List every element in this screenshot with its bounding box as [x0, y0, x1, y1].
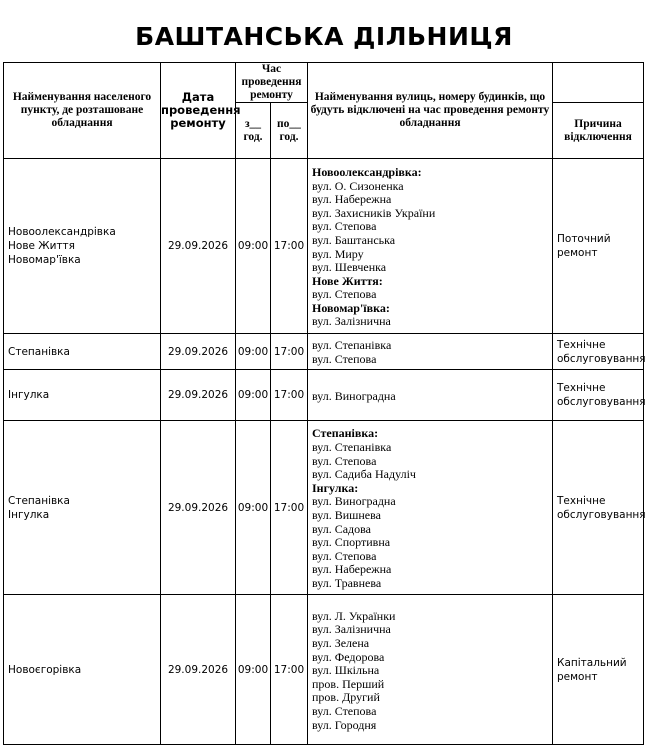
- time-from-cell: 09:00: [236, 421, 271, 595]
- street-name: вул. Городня: [312, 717, 377, 732]
- street-name: вул. Шевченка: [312, 260, 387, 275]
- street-name: вул. Залізнична: [312, 622, 391, 637]
- streets-cell: [308, 159, 553, 334]
- reason-text: обслуговування: [557, 508, 646, 521]
- street-name: вул. Садиба Надуліч: [312, 467, 416, 482]
- village-heading: Новоолександрівка:: [312, 164, 422, 179]
- street-name: вул. Федорова: [312, 649, 385, 664]
- page-title: БАШТАНСЬКА ДІЛЬНИЦЯ: [135, 22, 513, 51]
- street-name: вул. Степова: [312, 287, 377, 302]
- streets-cell: [308, 370, 553, 421]
- reason-cell: [553, 159, 644, 334]
- reason-text: обслуговування: [557, 396, 646, 408]
- street-name: вул. Степанівка: [312, 440, 392, 455]
- reason-text: ремонт: [557, 247, 598, 259]
- date-cell: 29.09.2026: [161, 159, 236, 334]
- time-from-cell: 09:00: [236, 159, 271, 334]
- location-name: Степанівка: [8, 494, 70, 507]
- location-name: Новоолександрівка: [8, 226, 116, 238]
- location-cell: [4, 334, 161, 370]
- street-name: вул. Зелена: [312, 636, 370, 651]
- village-heading: Нове Життя:: [312, 273, 383, 288]
- date-cell: 29.09.2026: [161, 421, 236, 595]
- reason-cell: [553, 334, 644, 370]
- street-name: вул. Залізнична: [312, 314, 391, 329]
- header-streets: Найменування вулиць, номеру будинків, що будуть відключені на час проведення ремонту обладнання: [308, 63, 553, 159]
- reason-text: Поточний: [557, 233, 611, 245]
- table-row: [4, 421, 644, 595]
- reason-cell: [553, 421, 644, 595]
- street-name: вул. Степова: [312, 703, 377, 718]
- location-cell: [4, 370, 161, 421]
- street-name: вул. Спортивна: [312, 535, 391, 550]
- street-name: вул. Виноградна: [312, 494, 396, 509]
- streets-cell: [308, 334, 553, 370]
- header-time: Час проведення ремонту: [236, 63, 308, 103]
- location-name: Новоєгорівка: [8, 663, 82, 676]
- street-name: вул. Набережна: [312, 562, 392, 577]
- time-from-cell: 09:00: [236, 370, 271, 421]
- street-name: вул. Миру: [312, 246, 364, 261]
- location-name: Інгулка: [8, 508, 50, 521]
- time-to-cell: 17:00: [271, 421, 308, 595]
- header-blank-cell: [553, 63, 644, 103]
- table-row: [4, 334, 644, 370]
- village-heading: Степанівка:: [312, 426, 379, 441]
- header-location: Найменування населеного пункту, де розташоване обладнання: [4, 63, 161, 159]
- time-from-cell: 09:00: [236, 595, 271, 745]
- time-to-cell: 17:00: [271, 159, 308, 334]
- reason-text: Технічне: [557, 382, 606, 394]
- time-to-cell: 17:00: [271, 370, 308, 421]
- street-name: вул. Степова: [312, 548, 377, 563]
- table-row: [4, 595, 644, 745]
- reason-text: обслуговування: [557, 352, 646, 365]
- street-name: вул. О. Сизоненка: [312, 178, 404, 193]
- date-cell: 29.09.2026: [161, 334, 236, 370]
- reason-text: Технічне: [557, 338, 606, 351]
- street-name: вул. Степова: [312, 352, 377, 366]
- reason-text: Капітальний: [557, 656, 627, 669]
- location-name: Нове Життя: [8, 240, 75, 252]
- reason-cell: [553, 370, 644, 421]
- street-name: вул. Л. Українки: [312, 608, 396, 623]
- street-name: пров. Перший: [312, 676, 385, 691]
- street-name: вул. Шкільна: [312, 663, 380, 678]
- street-name: вул. Баштанська: [312, 232, 396, 247]
- location-name: Інгулка: [8, 389, 50, 401]
- reason-text: Технічне: [557, 494, 606, 507]
- street-name: вул. Степова: [312, 453, 377, 468]
- streets-cell: [308, 595, 553, 745]
- table-row: [4, 370, 644, 421]
- street-name: вул. Садова: [312, 521, 371, 536]
- table-row: [4, 159, 644, 334]
- location-name: Новомар'ївка: [8, 254, 81, 266]
- street-name: вул. Степова: [312, 219, 377, 234]
- date-cell: 29.09.2026: [161, 370, 236, 421]
- street-name: вул. Набережна: [312, 192, 392, 207]
- header-to: по__ год.: [271, 103, 308, 159]
- date-cell: 29.09.2026: [161, 595, 236, 745]
- reason-cell: [553, 595, 644, 745]
- header-reason: Причина відключення: [553, 103, 644, 159]
- location-cell: [4, 595, 161, 745]
- header-from: з__ год.: [236, 103, 271, 159]
- street-name: пров. Другий: [312, 690, 380, 705]
- street-name: вул. Виноградна: [312, 388, 396, 403]
- village-heading: Інгулка:: [312, 480, 359, 495]
- location-cell: [4, 159, 161, 334]
- time-to-cell: 17:00: [271, 595, 308, 745]
- time-from-cell: 09:00: [236, 334, 271, 370]
- location-cell: [4, 421, 161, 595]
- street-name: вул. Захисників України: [312, 205, 436, 220]
- street-name: вул. Степанівка: [312, 338, 392, 353]
- reason-text: ремонт: [557, 670, 598, 683]
- header-date: Дата проведення ремонту: [161, 63, 236, 159]
- street-name: вул. Травнева: [312, 575, 382, 590]
- street-name: вул. Вишнева: [312, 508, 381, 522]
- outage-schedule-table: [3, 62, 644, 745]
- streets-cell: [308, 421, 553, 595]
- village-heading: Новомар'ївка:: [312, 300, 390, 315]
- time-to-cell: 17:00: [271, 334, 308, 370]
- location-name: Степанівка: [8, 345, 70, 358]
